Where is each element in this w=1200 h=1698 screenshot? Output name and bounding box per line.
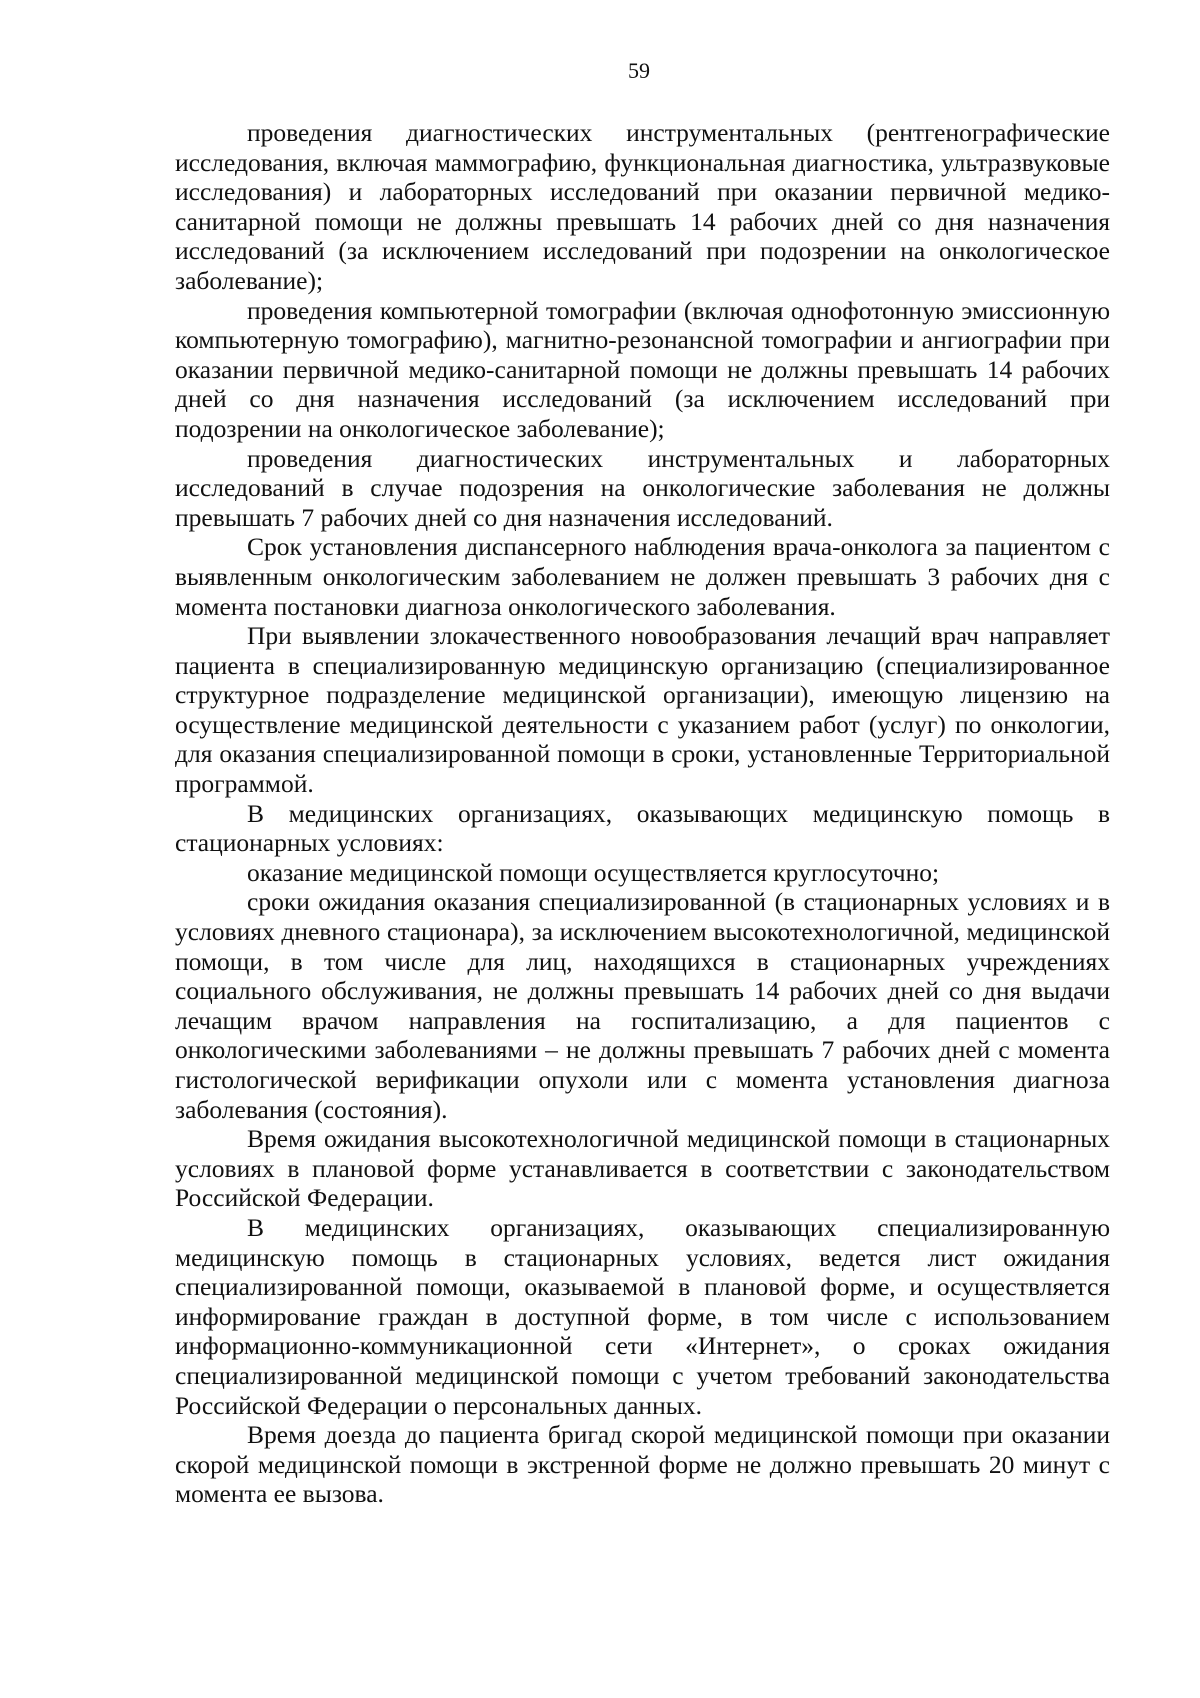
- paragraph-inpatient-organizations: В медицинских организациях, оказывающих медицинскую помощь в стационарных условиях:: [175, 798, 1110, 858]
- paragraph-oncology-suspicion-tests: проведения диагностических инструментальных и лабораторных исследований в случае подозрения на онкологические заболевания не должны превышать 7 рабочих дней со дня назначения исследований.: [175, 443, 1110, 532]
- paragraph-round-the-clock-care: оказание медицинской помощи осуществляется круглосуточно;: [247, 857, 940, 887]
- paragraph-dispensary-observation: Срок установления диспансерного наблюдения врача-онколога за пациентом с выявленным онкологическим заболеванием не должен превышать 3 рабочих дня с момента постановки диагноза онкологического заболевания.: [175, 532, 1110, 621]
- paragraph-ambulance-arrival-time: Время доезда до пациента бригад скорой медицинской помощи при оказании скорой медицинской помощи в экстренной форме не должно превышать 20 минут с момента ее вызова.: [175, 1420, 1110, 1509]
- paragraph-specialized-waiting-times: сроки ожидания оказания специализированной (в стационарных условиях и в условиях дневного стационара), за исключением высокотехнологичной, медицинской помощи, в том числе для лиц, находящихся в стационарных учреждениях социального обслуживания, не должны превышать 14 рабочих дней со дня выдачи лечащим врачом направления на госпитализацию, а для пациентов с онкологическими заболеваниями – не должны превышать 7 рабочих дней с момента гистологической верификации опухоли или с момента установления диагноза заболевания (состояния).: [175, 887, 1110, 1124]
- paragraph-high-tech-waiting-time: Время ожидания высокотехнологичной медицинской помощи в стационарных условиях в плановой форме устанавливается в соответствии с законодательством Российской Федерации.: [175, 1124, 1110, 1213]
- paragraph-diagnostic-instrumental: проведения диагностических инструментальных (рентгенографические исследования, включая маммографию, функциональная диагностика, ультразвуковые исследования) и лабораторных исследований при оказании первичной медико-санитарной помощи не должны превышать 14 рабочих дней со дня назначения исследований (за исключением исследований при подозрении на онкологическое заболевание);: [175, 118, 1110, 295]
- paragraph-malignant-neoplasm-referral: При выявлении злокачественного новообразования лечащий врач направляет пациента в специализированную медицинскую организацию (специализированное структурное подразделение медицинской организации), имеющую лицензию на осуществление медицинской деятельности с указанием работ (услуг) по онкологии, для оказания специализированной помощи в сроки, установленные Территориальной программой.: [175, 621, 1110, 799]
- document-body: [175, 118, 1110, 1509]
- page-number: 59: [628, 58, 650, 83]
- paragraph-waiting-list: В медицинских организациях, оказывающих специализированную медицинскую помощь в стационарных условиях, ведется лист ожидания специализированной помощи, оказываемой в плановой форме, и осуществляется информирование граждан в доступной форме, в том числе с использованием информационно-коммуникационной сети «Интернет», о сроках ожидания специализированной медицинской помощи с учетом требований законодательства Российской Федерации о персональных данных.: [175, 1212, 1110, 1420]
- paragraph-computed-tomography: проведения компьютерной томографии (включая однофотонную эмиссионную компьютерную томографию), магнитно-резонансной томографии и ангиографии при оказании первичной медико-санитарной помощи не должны превышать 14 рабочих дней со дня назначения исследований (за исключением исследований при подозрении на онкологическое заболевание);: [175, 295, 1110, 443]
